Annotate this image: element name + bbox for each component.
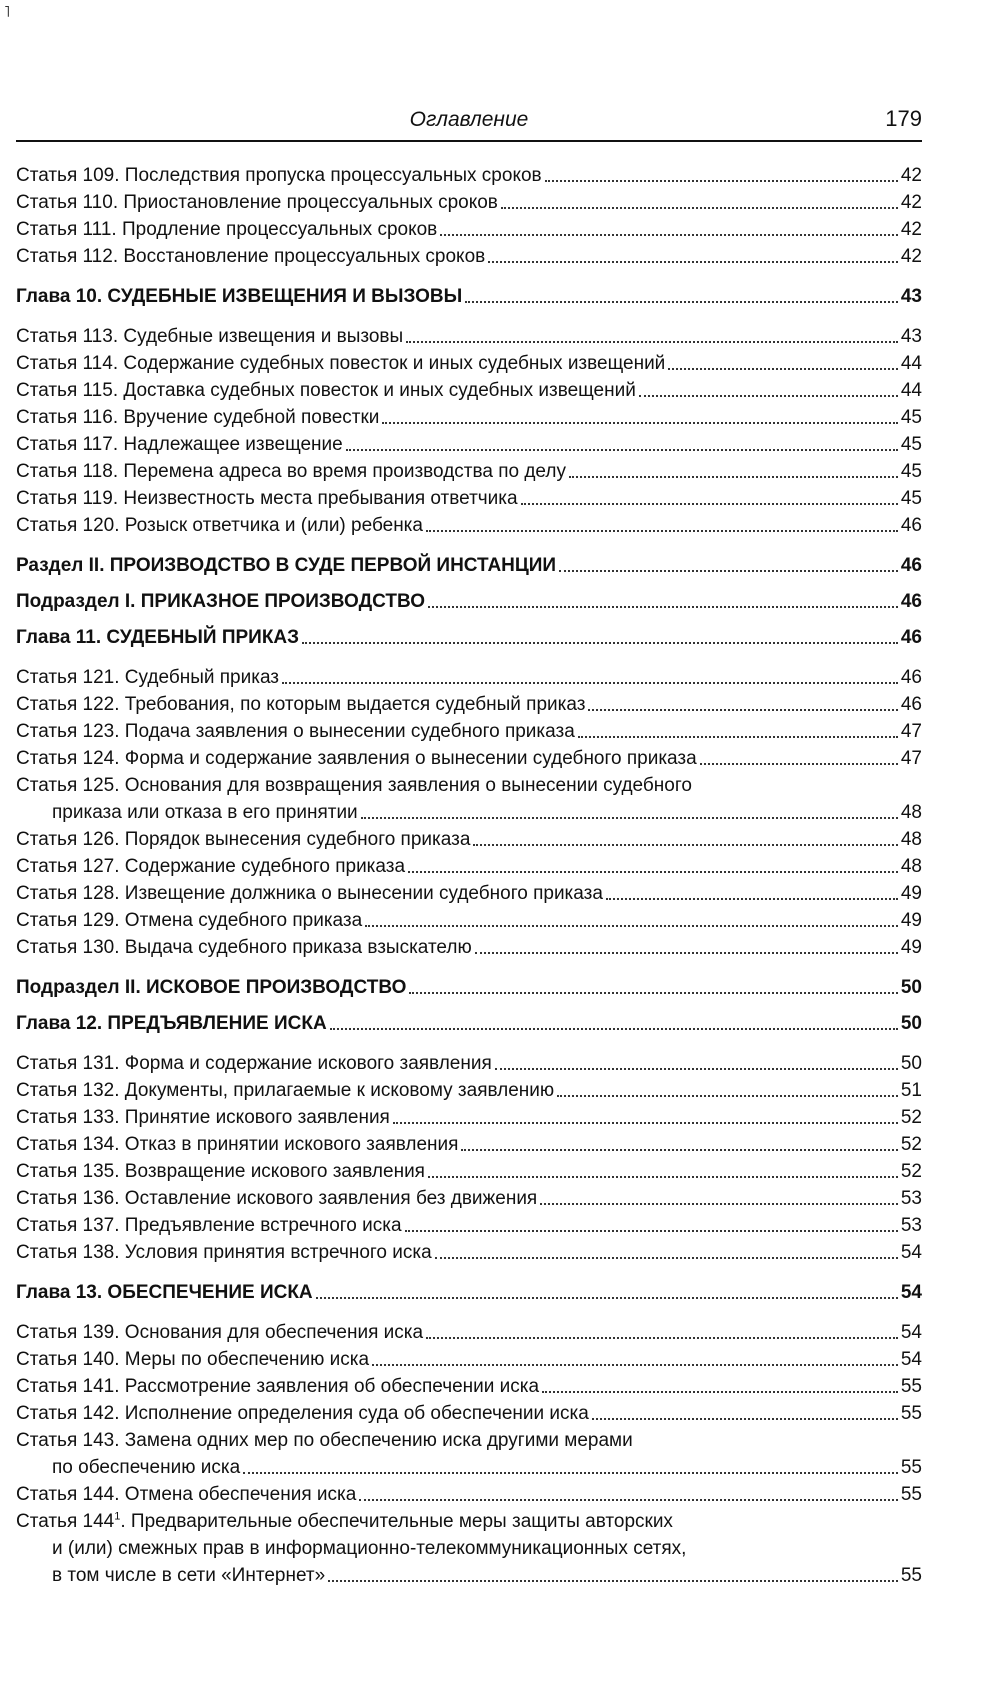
toc-entry-page: 55 [900,1457,922,1478]
toc-entry-page: 48 [900,856,922,877]
toc-entry [16,1400,922,1427]
toc-entry-text: Статья 117. Надлежащее извещение [16,434,343,455]
toc-entry [16,691,922,718]
toc-entry-page: 42 [900,246,922,267]
toc-entry-text: Подраздел II. ИСКОВОЕ ПРОИЗВОДСТВО [16,977,407,998]
toc-entry-text: Статья 120. Розыск ответчика и (или) ребенка [16,515,423,536]
toc-entry-page: 48 [900,802,922,823]
toc-entry-text: Статья 116. Вручение судебной повестки [16,407,380,428]
dot-leader [559,570,898,572]
dot-leader [428,606,898,608]
dot-leader [588,709,897,711]
toc-entry [16,1158,922,1185]
dot-leader [495,1068,898,1070]
toc-entry-text: Статья 125. Основания для возвращения заявления о вынесении судебного [16,775,692,796]
toc-entry-text: Статья 122. Требования, по которым выдается судебный приказ [16,694,586,715]
dot-leader [606,898,898,900]
toc-entry-text: Статья 111. Продление процессуальных сроков [16,219,438,240]
dot-leader [361,817,898,819]
toc-entry-text: Глава 10. СУДЕБНЫЕ ИЗВЕЩЕНИЯ И ВЫЗОВЫ [16,286,463,307]
page-title: Оглавление [409,108,529,131]
toc-entry-text: Статья 124. Форма и содержание заявления о вынесении судебного приказа [16,748,697,769]
dot-leader [330,1028,898,1030]
dot-leader [521,503,898,505]
toc-entry [16,1131,922,1158]
toc-entry-text: Статья 129. Отмена судебного приказа [16,910,363,931]
dot-leader [316,1297,898,1299]
toc-entry-page: 55 [900,1565,922,1586]
toc-entry [16,350,922,377]
toc-entry-text [16,1508,673,1535]
dot-leader [668,368,898,370]
toc-entry-page: 52 [900,1107,922,1128]
dot-leader [328,1580,898,1582]
toc-entry-page: 53 [900,1215,922,1236]
dot-leader [428,1176,898,1178]
toc-section-heading [16,552,922,579]
toc-entry-text: Статья 119. Неизвестность места пребывания ответчика [16,488,518,509]
toc-entry-text: Статья 115. Доставка судебных повесток и иных судебных извещений [16,380,636,401]
toc-entry-page: 42 [900,165,922,186]
dot-leader [243,1472,898,1474]
toc-entry-page: 45 [900,434,922,455]
toc-entry-page: 55 [900,1484,922,1505]
toc-entry [16,1185,922,1212]
toc-entry-page: 44 [900,353,922,374]
toc-entry-page: 43 [900,326,922,347]
dot-leader [359,1499,898,1501]
dot-leader [382,422,897,424]
toc-entry [16,404,922,431]
toc-entry-text-continued: приказа или отказа в его принятии [52,802,358,823]
dot-leader [592,1418,898,1420]
toc-entry-page: 54 [900,1242,922,1263]
toc-entry-text: Статья 131. Форма и содержание искового заявления [16,1053,492,1074]
toc-entry [16,485,922,512]
toc-entry-page: 55 [900,1403,922,1424]
dot-leader [639,395,898,397]
toc-chapter-heading [16,1010,922,1037]
toc-entry [16,431,922,458]
toc-entry-text-continued: и (или) смежных прав в информационно-телекоммуникационных сетях, [52,1538,687,1559]
toc-entry-text: Статья 112. Восстановление процессуальных сроков [16,246,486,267]
toc-entry [16,162,922,189]
toc-entry-page: 49 [900,910,922,931]
toc-entry-multiline [16,1427,922,1481]
article-title: . Предварительные обеспечительные меры защиты авторских [120,1511,673,1532]
toc-entry-text: Глава 12. ПРЕДЪЯВЛЕНИЕ ИСКА [16,1013,327,1034]
toc-entry [16,718,922,745]
toc-entry-text: Статья 143. Замена одних мер по обеспечению иска другими мерами [16,1430,633,1451]
toc-entry-text: Глава 11. СУДЕБНЫЙ ПРИКАЗ [16,627,300,648]
toc-entry [16,323,922,350]
toc-entry-text: Глава 13. ОБЕСПЕЧЕНИЕ ИСКА [16,1282,313,1303]
toc-entry [16,512,922,539]
toc-entry-multiline [16,772,922,826]
toc-entry-text: Статья 109. Последствия пропуска процессуальных сроков [16,165,542,186]
dot-leader [435,1257,898,1259]
toc-subsection-heading [16,974,922,1001]
toc-entry-text: Раздел II. ПРОИЗВОДСТВО В СУДЕ ПЕРВОЙ ИНСТАНЦИИ [16,555,557,576]
toc-entry-page: 50 [900,977,922,998]
toc-entry-text: Статья 110. Приостановление процессуальных сроков [16,192,498,213]
toc-entry [16,243,922,270]
toc-entry-text: Статья 123. Подача заявления о вынесении судебного приказа [16,721,575,742]
toc-entry-text: Статья 140. Меры по обеспечению иска [16,1349,370,1370]
dot-leader [700,763,898,765]
toc-entry-page: 43 [900,286,922,307]
toc-entry-page: 46 [900,667,922,688]
toc-entry-text: Статья 134. Отказ в принятии искового заявления [16,1134,459,1155]
toc-entry-page: 54 [900,1282,922,1303]
toc-entry-text: Статья 113. Судебные извещения и вызовы [16,326,404,347]
toc-entry-page: 44 [900,380,922,401]
toc-entry-page: 50 [900,1053,922,1074]
toc-entry-page: 47 [900,721,922,742]
toc-chapter-heading [16,624,922,651]
toc-entry-text: Статья 137. Предъявление встречного иска [16,1215,402,1236]
toc-entry-text: Статья 139. Основания для обеспечения иска [16,1322,424,1343]
dot-leader [473,844,897,846]
toc-entry [16,934,922,961]
dot-leader [408,871,898,873]
dot-leader [475,952,898,954]
dot-leader [406,341,898,343]
toc-entry [16,1373,922,1400]
toc-entry [16,826,922,853]
toc-entry-text: Статья 130. Выдача судебного приказа взыскателю [16,937,472,958]
toc-entry [16,216,922,243]
toc-entry-page: 46 [900,627,922,648]
toc-entry-page: 50 [900,1013,922,1034]
toc-entry [16,853,922,880]
toc-entry-text: Статья 133. Принятие искового заявления [16,1107,390,1128]
toc-entry-text: Статья 114. Содержание судебных повесток и иных судебных извещений [16,353,666,374]
toc-entry-text: Статья 126. Порядок вынесения судебного приказа [16,829,471,850]
toc-entry [16,377,922,404]
toc-entry [16,1346,922,1373]
toc-entry-page: 47 [900,748,922,769]
toc-entry [16,1050,922,1077]
article-superscript: 1 [114,1510,121,1523]
dot-leader [488,261,898,263]
toc-entry-page: 55 [900,1376,922,1397]
toc-entry-page: 54 [900,1349,922,1370]
toc-entry-page: 49 [900,937,922,958]
toc-entry-text: Подраздел I. ПРИКАЗНОЕ ПРОИЗВОДСТВО [16,591,426,612]
toc-entry [16,907,922,934]
dot-leader [365,925,898,927]
toc-entry-text: Статья 132. Документы, прилагаемые к исковому заявлению [16,1080,555,1101]
toc-entry-page: 48 [900,829,922,850]
toc-entry [16,1212,922,1239]
page-number: 179 [885,106,922,131]
toc-entry-page: 53 [900,1188,922,1209]
toc-entry-text: Статья 136. Оставление искового заявления без движения [16,1188,538,1209]
toc-entry-page: 42 [900,219,922,240]
dot-leader [461,1149,897,1151]
dot-leader [393,1122,898,1124]
toc-entry-page: 54 [900,1322,922,1343]
dot-leader [557,1095,898,1097]
dot-leader [545,180,898,182]
toc-entry-page: 45 [900,407,922,428]
dot-leader [542,1391,898,1393]
toc-entry-page: 46 [900,515,922,536]
toc-entry-page: 46 [900,591,922,612]
toc-entry-text: Статья 142. Исполнение определения суда об обеспечении иска [16,1403,589,1424]
dot-leader [501,207,898,209]
dot-leader [440,234,898,236]
dot-leader [578,736,898,738]
table-of-contents [16,162,922,1589]
corner-mark: ˥ [4,4,11,21]
toc-entry [16,1077,922,1104]
toc-entry-text: Статья 144. Отмена обеспечения иска [16,1484,357,1505]
toc-entry [16,664,922,691]
toc-entry-text: Статья 138. Условия принятия встречного иска [16,1242,432,1263]
dot-leader [405,1230,898,1232]
dot-leader [409,992,898,994]
dot-leader [302,642,898,644]
toc-entry [16,880,922,907]
dot-leader [372,1364,898,1366]
toc-entry-page: 42 [900,192,922,213]
toc-entry-multiline [16,1508,922,1589]
toc-entry-page: 46 [900,694,922,715]
toc-entry-page: 45 [900,461,922,482]
toc-entry-page: 49 [900,883,922,904]
toc-entry-page: 51 [900,1080,922,1101]
toc-entry-text: Статья 127. Содержание судебного приказа [16,856,406,877]
dot-leader [426,530,898,532]
toc-entry [16,1319,922,1346]
toc-entry-text-continued: по обеспечению иска [52,1457,241,1478]
dot-leader [426,1337,898,1339]
dot-leader [465,301,898,303]
toc-entry-text: Статья 128. Извещение должника о вынесении судебного приказа [16,883,603,904]
toc-entry-page: 52 [900,1161,922,1182]
toc-chapter-heading [16,1279,922,1306]
toc-entry [16,1481,922,1508]
article-number: Статья 144 [16,1511,115,1532]
toc-entry-text: Статья 141. Рассмотрение заявления об обеспечении иска [16,1376,540,1397]
toc-entry-text: Статья 121. Судебный приказ [16,667,280,688]
toc-entry-text-continued: в том числе в сети «Интернет» [52,1565,326,1586]
toc-entry-page: 45 [900,488,922,509]
toc-entry-page: 46 [900,555,922,576]
dot-leader [540,1203,898,1205]
toc-entry-text: Статья 135. Возвращение искового заявления [16,1161,425,1182]
toc-entry-text: Статья 118. Перемена адреса во время производства по делу [16,461,566,482]
page-header [16,104,922,142]
toc-entry [16,1239,922,1266]
dot-leader [569,476,898,478]
dot-leader [346,449,898,451]
toc-chapter-heading [16,283,922,310]
toc-entry [16,189,922,216]
toc-entry [16,1104,922,1131]
dot-leader [282,682,898,684]
toc-entry-page: 52 [900,1134,922,1155]
toc-entry [16,458,922,485]
toc-entry [16,745,922,772]
toc-subsection-heading [16,588,922,615]
